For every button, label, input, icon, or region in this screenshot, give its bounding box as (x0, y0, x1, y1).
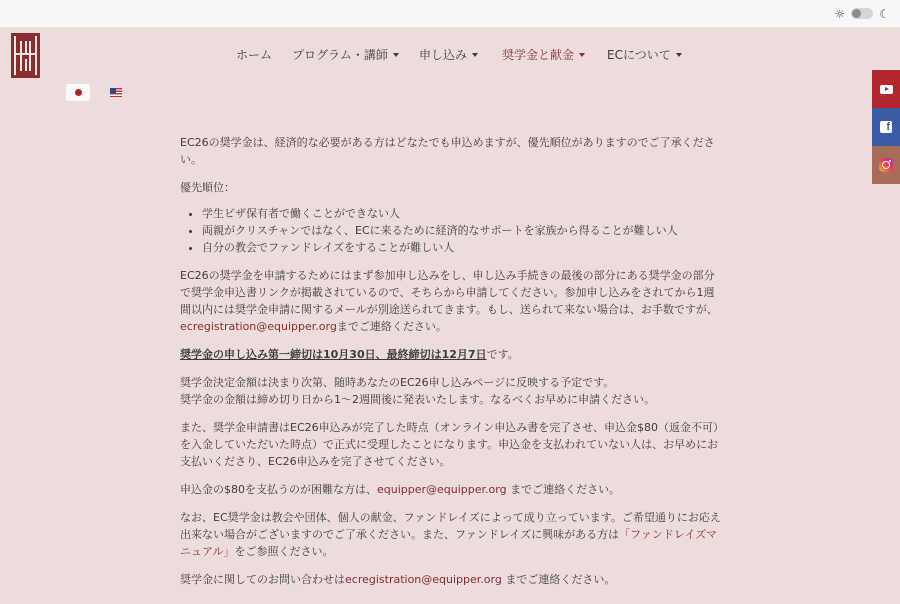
nav-scholarship[interactable] (502, 46, 585, 63)
fundraise-manual-link[interactable]: 「ファンドレイズマニュアル」 (180, 528, 718, 558)
toggle-knob (852, 9, 861, 18)
decision-line-1: 奨学金決定金額は決まり次第、随時あなたのEC26申し込みページに反映する予定です。 (180, 376, 615, 389)
list-item: • 自分の教会でファンドレイズをすることが難しい人 (202, 239, 722, 256)
nav-registration[interactable] (419, 46, 478, 63)
chevron-down-icon (676, 53, 682, 57)
nav-about-label: ECについて (607, 48, 671, 62)
theme-toggle[interactable] (851, 8, 873, 19)
fee-email-link[interactable]: equipper@equipper.org (377, 483, 507, 496)
fee-paragraph (180, 481, 722, 498)
main-nav (0, 46, 900, 64)
apply-email-link[interactable]: ecregistration@equipper.org (180, 320, 337, 333)
apply-text: EC26の奨学金を申請するためにはまず参加申し込みをし、申し込み手続きの最後の部分にある奨学金の部分で奨学金申込書リンクが掲載されているので、そちらから申請してください。参加申し込みをされてから1週間以内には奨学金申請に関するメールが別途送られてきます。もし、送られて来ない場合は、お手数ですが、 (180, 269, 718, 316)
facebook-icon: f (880, 121, 892, 133)
top-bar (0, 0, 900, 27)
facebook-button[interactable] (872, 108, 900, 146)
apply-suffix: までご連絡ください。 (336, 320, 447, 333)
youtube-icon (880, 85, 893, 94)
chevron-down-icon (472, 53, 478, 57)
apply-paragraph (180, 267, 722, 335)
deadline-suffix: です。 (486, 348, 519, 361)
priority-list (180, 205, 722, 256)
nav-home-label: ホーム (236, 48, 273, 62)
nav-registration-label: 申し込み (419, 48, 468, 62)
funding-suffix: をご参照ください。 (234, 545, 334, 558)
nav-program[interactable] (292, 46, 399, 63)
contact-paragraph (180, 571, 722, 588)
sun-icon: ☼ (834, 6, 846, 21)
chevron-down-icon (393, 53, 399, 57)
intro-paragraph: EC26の奨学金は、経済的な必要がある方はどなたでも申込めますが、優先順位がありますのでご了承ください。 (180, 136, 715, 166)
us-flag-icon[interactable] (110, 88, 122, 97)
moon-icon: ☾ (879, 6, 890, 21)
deadline-paragraph (180, 346, 722, 363)
social-sidebar (872, 70, 900, 184)
decision-paragraph (180, 374, 722, 408)
nav-scholarship-label: 奨学金と献金 (502, 48, 575, 62)
contact-prefix: 奨学金に関してのお問い合わせは (180, 573, 345, 586)
fee-suffix: までご連絡ください。 (506, 483, 621, 496)
japanese-flag-icon[interactable] (66, 84, 90, 101)
nav-program-label: プログラム・講師 (292, 48, 388, 62)
chevron-down-icon (579, 53, 585, 57)
main-content (180, 134, 722, 599)
acceptance-paragraph: また、奨学金申請書はEC26申込みが完了した時点（オンライン申込み書を完了させ、申込金$80（返金不可）を入金していただいた時点）で正式に受理したことになります。申込金を支払われていない人は、お早めにお支払いくださり、EC26申込みを完了させてください。 (180, 421, 719, 468)
nav-home[interactable] (236, 46, 272, 63)
list-item: • 学生ビザ保有者で働くことができない人 (202, 205, 722, 222)
fee-prefix: 申込金の$80を支払うのが困難な方は、 (180, 483, 377, 496)
contact-suffix: までご連絡ください。 (501, 573, 616, 586)
instagram-button[interactable] (872, 146, 900, 184)
priority-heading: 優先順位： (180, 181, 235, 194)
list-item: • 両親がクリスチャンではなく、ECに来るために経済的なサポートを家族から得ることが難しい人 (202, 222, 722, 239)
funding-text: なお、EC奨学金は教会や団体、個人の献金、ファンドレイズによって成り立っています。ご希望通りにお応え出来ない場合がございますのでご了承ください。また、ファンドレイズに興味がある方は (180, 511, 721, 541)
nav-about[interactable] (607, 46, 682, 63)
contact-email-link[interactable]: ecregistration@equipper.org (345, 573, 502, 586)
funding-paragraph (180, 509, 722, 560)
deadline-text: 奨学金の申し込み第一締切は10月30日、最終締切は12月7日 (180, 348, 487, 361)
youtube-button[interactable] (872, 70, 900, 108)
instagram-icon (879, 158, 893, 172)
decision-line-2: 奨学金の金額は締め切り日から1〜2週間後に発表いたします。なるべくお早めに申請ください。 (180, 393, 656, 406)
